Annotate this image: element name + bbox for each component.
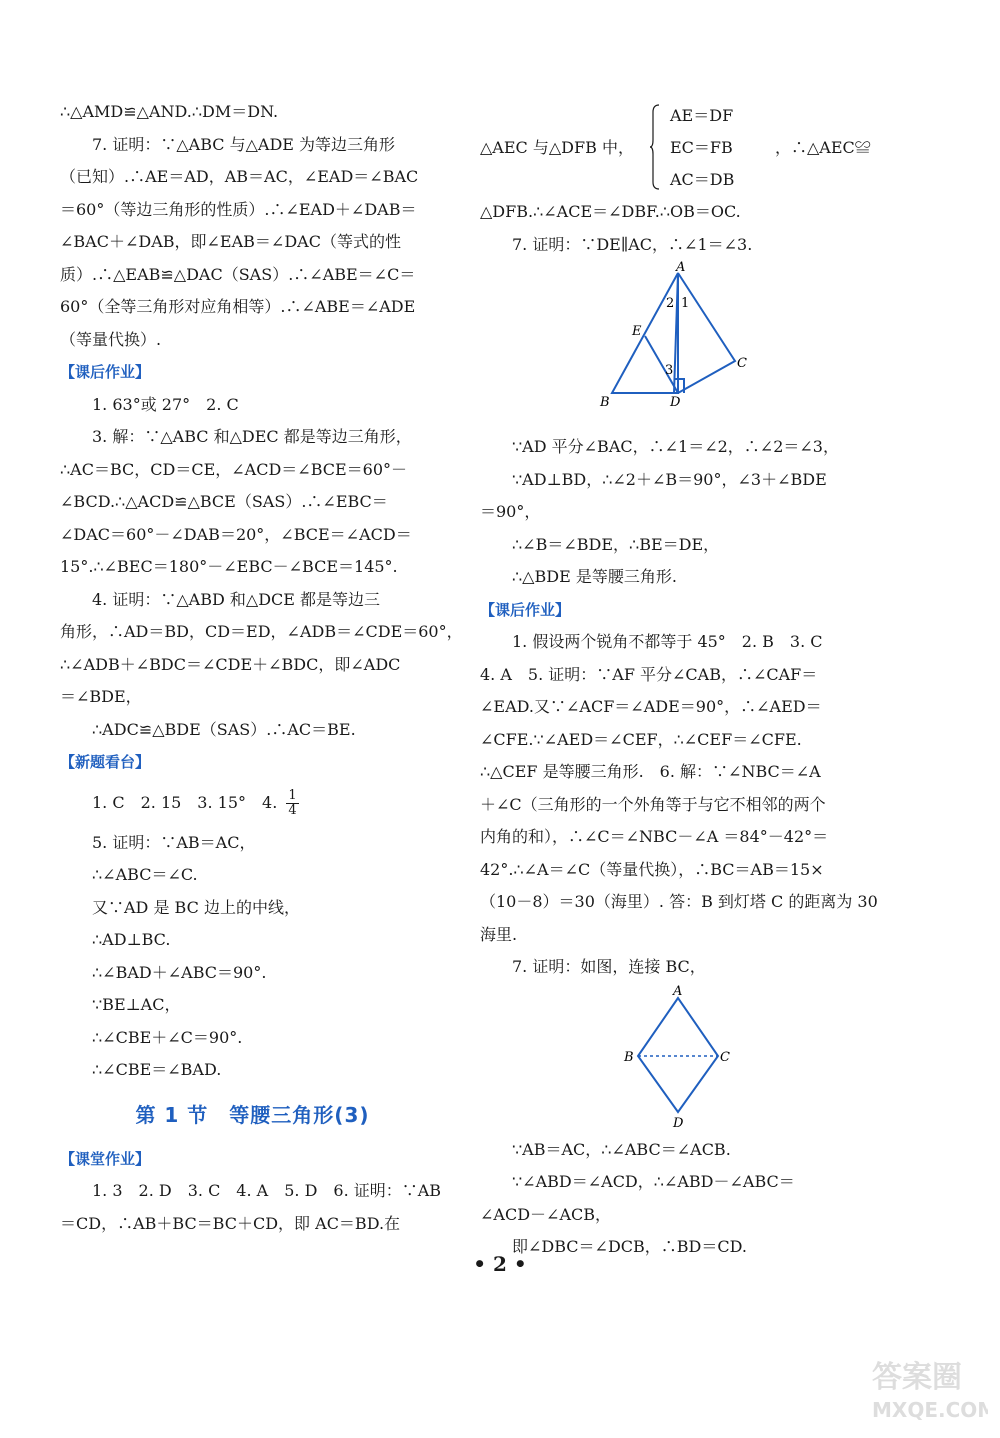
text-line: （10－8）＝30（海里）. 答：B 到灯塔 C 的距离为 30 — [480, 892, 878, 911]
text-line: ∴∠B＝∠BDE，∴BE＝DE， — [512, 534, 720, 554]
text-line: 5. 证明：∵AB＝AC， — [92, 832, 256, 852]
text-line: 即∠DBC＝∠DCB，∴BD＝CD. — [512, 1237, 747, 1256]
brace-icon — [650, 104, 660, 190]
section-heading: 【课堂作业】 — [60, 1149, 151, 1168]
text-line: ∴∠CBE＋∠C＝90°. — [92, 1027, 243, 1047]
equation-list — [670, 100, 734, 196]
text-line: ∴AD⊥BC. — [92, 930, 171, 949]
text-line: 内角的和），∴∠C＝∠NBC－∠A ＝84°－42°＝ — [480, 827, 829, 846]
text-line: 42°.∴∠A＝∠C（等量代换），∴BC＝AB＝15× — [480, 859, 824, 879]
text-line: ∴△CEF 是等腰三角形. 6. 解：∵∠NBC＝∠A — [480, 762, 821, 781]
angle-label-3: 3 — [665, 363, 674, 378]
watermark-logo-text: 答案圈 — [872, 1360, 962, 1395]
text-line: 1. 3 2. D 3. C 4. A 5. D 6. 证明：∵AB — [92, 1181, 442, 1200]
text-line: 1. 63°或 27° 2. C — [92, 394, 239, 414]
label-b: B — [600, 395, 610, 410]
text-line: 4. 证明：∵△ABD 和△DCE 都是等边三 — [92, 589, 381, 609]
text-line: ＋∠C（三角形的一个外角等于与它不相邻的两个 — [480, 794, 826, 814]
text-line: ∠EAD.又∵∠ACF＝∠ADE＝90°，∴∠AED＝ — [480, 697, 822, 716]
label-a: A — [673, 983, 683, 999]
label-c: C — [737, 356, 747, 371]
text-line: ∴△AMD≌△AND.∴DM＝DN. — [60, 102, 279, 121]
equation-system — [480, 100, 871, 196]
text-line: 角形，∴AD＝BD，CD＝ED，∠ADB＝∠CDE＝60°， — [60, 622, 463, 641]
text-line: ∵AB＝AC，∴∠ABC＝∠ACB. — [512, 1139, 731, 1159]
fraction-denominator: 4 — [288, 802, 297, 818]
text-line: ∵BE⊥AC， — [92, 995, 181, 1014]
text-line: ∴∠ADB＋∠BDC＝∠CDE＋∠BDC，即∠ADC — [60, 654, 401, 674]
text-line: ∴△BDE 是等腰三角形. — [512, 567, 677, 586]
text-line: ∠DAC＝60°－∠DAB＝20°，∠BCE＝∠ACD＝ — [60, 524, 412, 544]
section-heading: 【课后作业】 — [60, 363, 151, 381]
text-line: 60°（全等三角形对应角相等）.∴∠ABE＝∠ADE — [60, 297, 416, 316]
label-a: A — [676, 261, 686, 275]
equation: AE＝DF — [670, 106, 734, 125]
fraction — [286, 789, 298, 818]
text-line: ∵∠ABD＝∠ACD，∴∠ABD－∠ABC＝ — [512, 1172, 795, 1191]
text-line: ＝90°， — [480, 502, 541, 521]
angle-label-2: 2 — [666, 296, 675, 311]
fraction-numerator: 1 — [288, 787, 297, 803]
text-line: ∴∠BAD＋∠ABC＝90°. — [92, 962, 267, 982]
watermark-logo — [868, 1345, 988, 1429]
text-line: △DFB.∴∠ACE＝∠DBF.∴OB＝OC. — [480, 202, 741, 221]
rhombus-figure — [480, 984, 865, 1134]
text-line: ＝CD，∴AB＋BC＝BC＋CD，即 AC＝BD.在 — [60, 1213, 401, 1233]
lesson-title: 第 1 节 等腰三角形(3) — [135, 1102, 370, 1127]
text-line: ，∴△AEC≌ — [775, 138, 871, 157]
text-line: 7. 证明：如图，连接 BC， — [512, 957, 706, 976]
page-number: • 2 • — [473, 1252, 527, 1276]
text-line: （等量代换）. — [60, 329, 162, 349]
text-line: ∠CFE.∵∠AED＝∠CEF，∴∠CEF＝∠CFE. — [480, 729, 802, 749]
text-line: ＝60°（等边三角形的性质）.∴∠EAD＋∠DAB＝ — [60, 199, 417, 219]
label-d: D — [673, 1115, 684, 1131]
text-line: 质）.∴△EAB≌△DAC（SAS）.∴∠ABE＝∠C＝ — [60, 264, 416, 284]
label-b: B — [624, 1049, 634, 1065]
text-line: ∴ADC≌△BDE（SAS）.∴AC＝BE. — [92, 719, 356, 739]
text-line: 3. 解：∵△ABC 和△DEC 都是等边三角形， — [92, 427, 412, 446]
watermark-url: MXQE.COM — [872, 1398, 988, 1422]
text-line: △AEC 与△DFB 中， — [480, 138, 634, 157]
text-line: ∠BAC＋∠DAB，即∠EAB＝∠DAC（等式的性 — [60, 232, 401, 251]
text-line: （已知）.∴AE＝AD，AB＝AC，∠EAD＝∠BAC — [60, 167, 419, 186]
answer-line — [60, 779, 445, 827]
text-line: 又∵AD 是 BC 边上的中线， — [92, 897, 300, 917]
watermark-icon — [868, 1345, 988, 1425]
rhombus-diagram — [480, 984, 865, 1134]
text-line: ＝∠BDE， — [60, 687, 142, 706]
equation: EC＝FB — [670, 138, 733, 157]
text-line: ∵AD 平分∠BAC，∴∠1＝∠2，∴∠2＝∠3， — [512, 437, 839, 456]
text-line: 1. 假设两个锐角不都等于 45° 2. B 3. C — [512, 632, 823, 651]
left-column — [60, 96, 463, 1240]
label-e: E — [632, 324, 642, 339]
equation: AC＝DB — [670, 170, 735, 189]
text-line: ∴∠CBE＝∠BAD. — [92, 1060, 222, 1079]
section-heading: 【新题看台】 — [60, 753, 151, 771]
text-line: 4. A 5. 证明：∵AF 平分∠CAB，∴∠CAF＝ — [480, 664, 818, 684]
text-line: ∵AD⊥BD，∴∠2＋∠B＝90°，∠3＋∠BDE — [512, 469, 827, 489]
text-line: ∴AC＝BC，CD＝CE，∠ACD＝∠BCE＝60°－ — [60, 459, 408, 479]
text-line: 海里. — [480, 924, 518, 944]
label-c: C — [720, 1049, 730, 1065]
section-heading: 【课后作业】 — [480, 600, 571, 619]
text-line: ∴∠ABC＝∠C. — [92, 865, 198, 884]
label-d: D — [670, 395, 681, 410]
text-line: 15°.∴∠BEC＝180°－∠EBC－∠BCE＝145°. — [60, 557, 398, 576]
text-line: 7. 证明：∵△ABC 与△ADE 为等边三角形 — [92, 134, 396, 154]
text-line: ∠ACD－∠ACB， — [480, 1204, 611, 1224]
right-column — [480, 100, 878, 1264]
triangle-diagram — [480, 261, 865, 431]
answers-text: 1. C 2. 15 3. 15° 4. — [92, 792, 278, 812]
triangle-figure — [480, 261, 865, 431]
text-line: 7. 证明：∵DE∥AC，∴∠1＝∠3. — [512, 234, 753, 254]
angle-label-1: 1 — [681, 296, 690, 311]
text-line: ∠BCD.∴△ACD≌△BCE（SAS）.∴∠EBC＝ — [60, 492, 388, 511]
